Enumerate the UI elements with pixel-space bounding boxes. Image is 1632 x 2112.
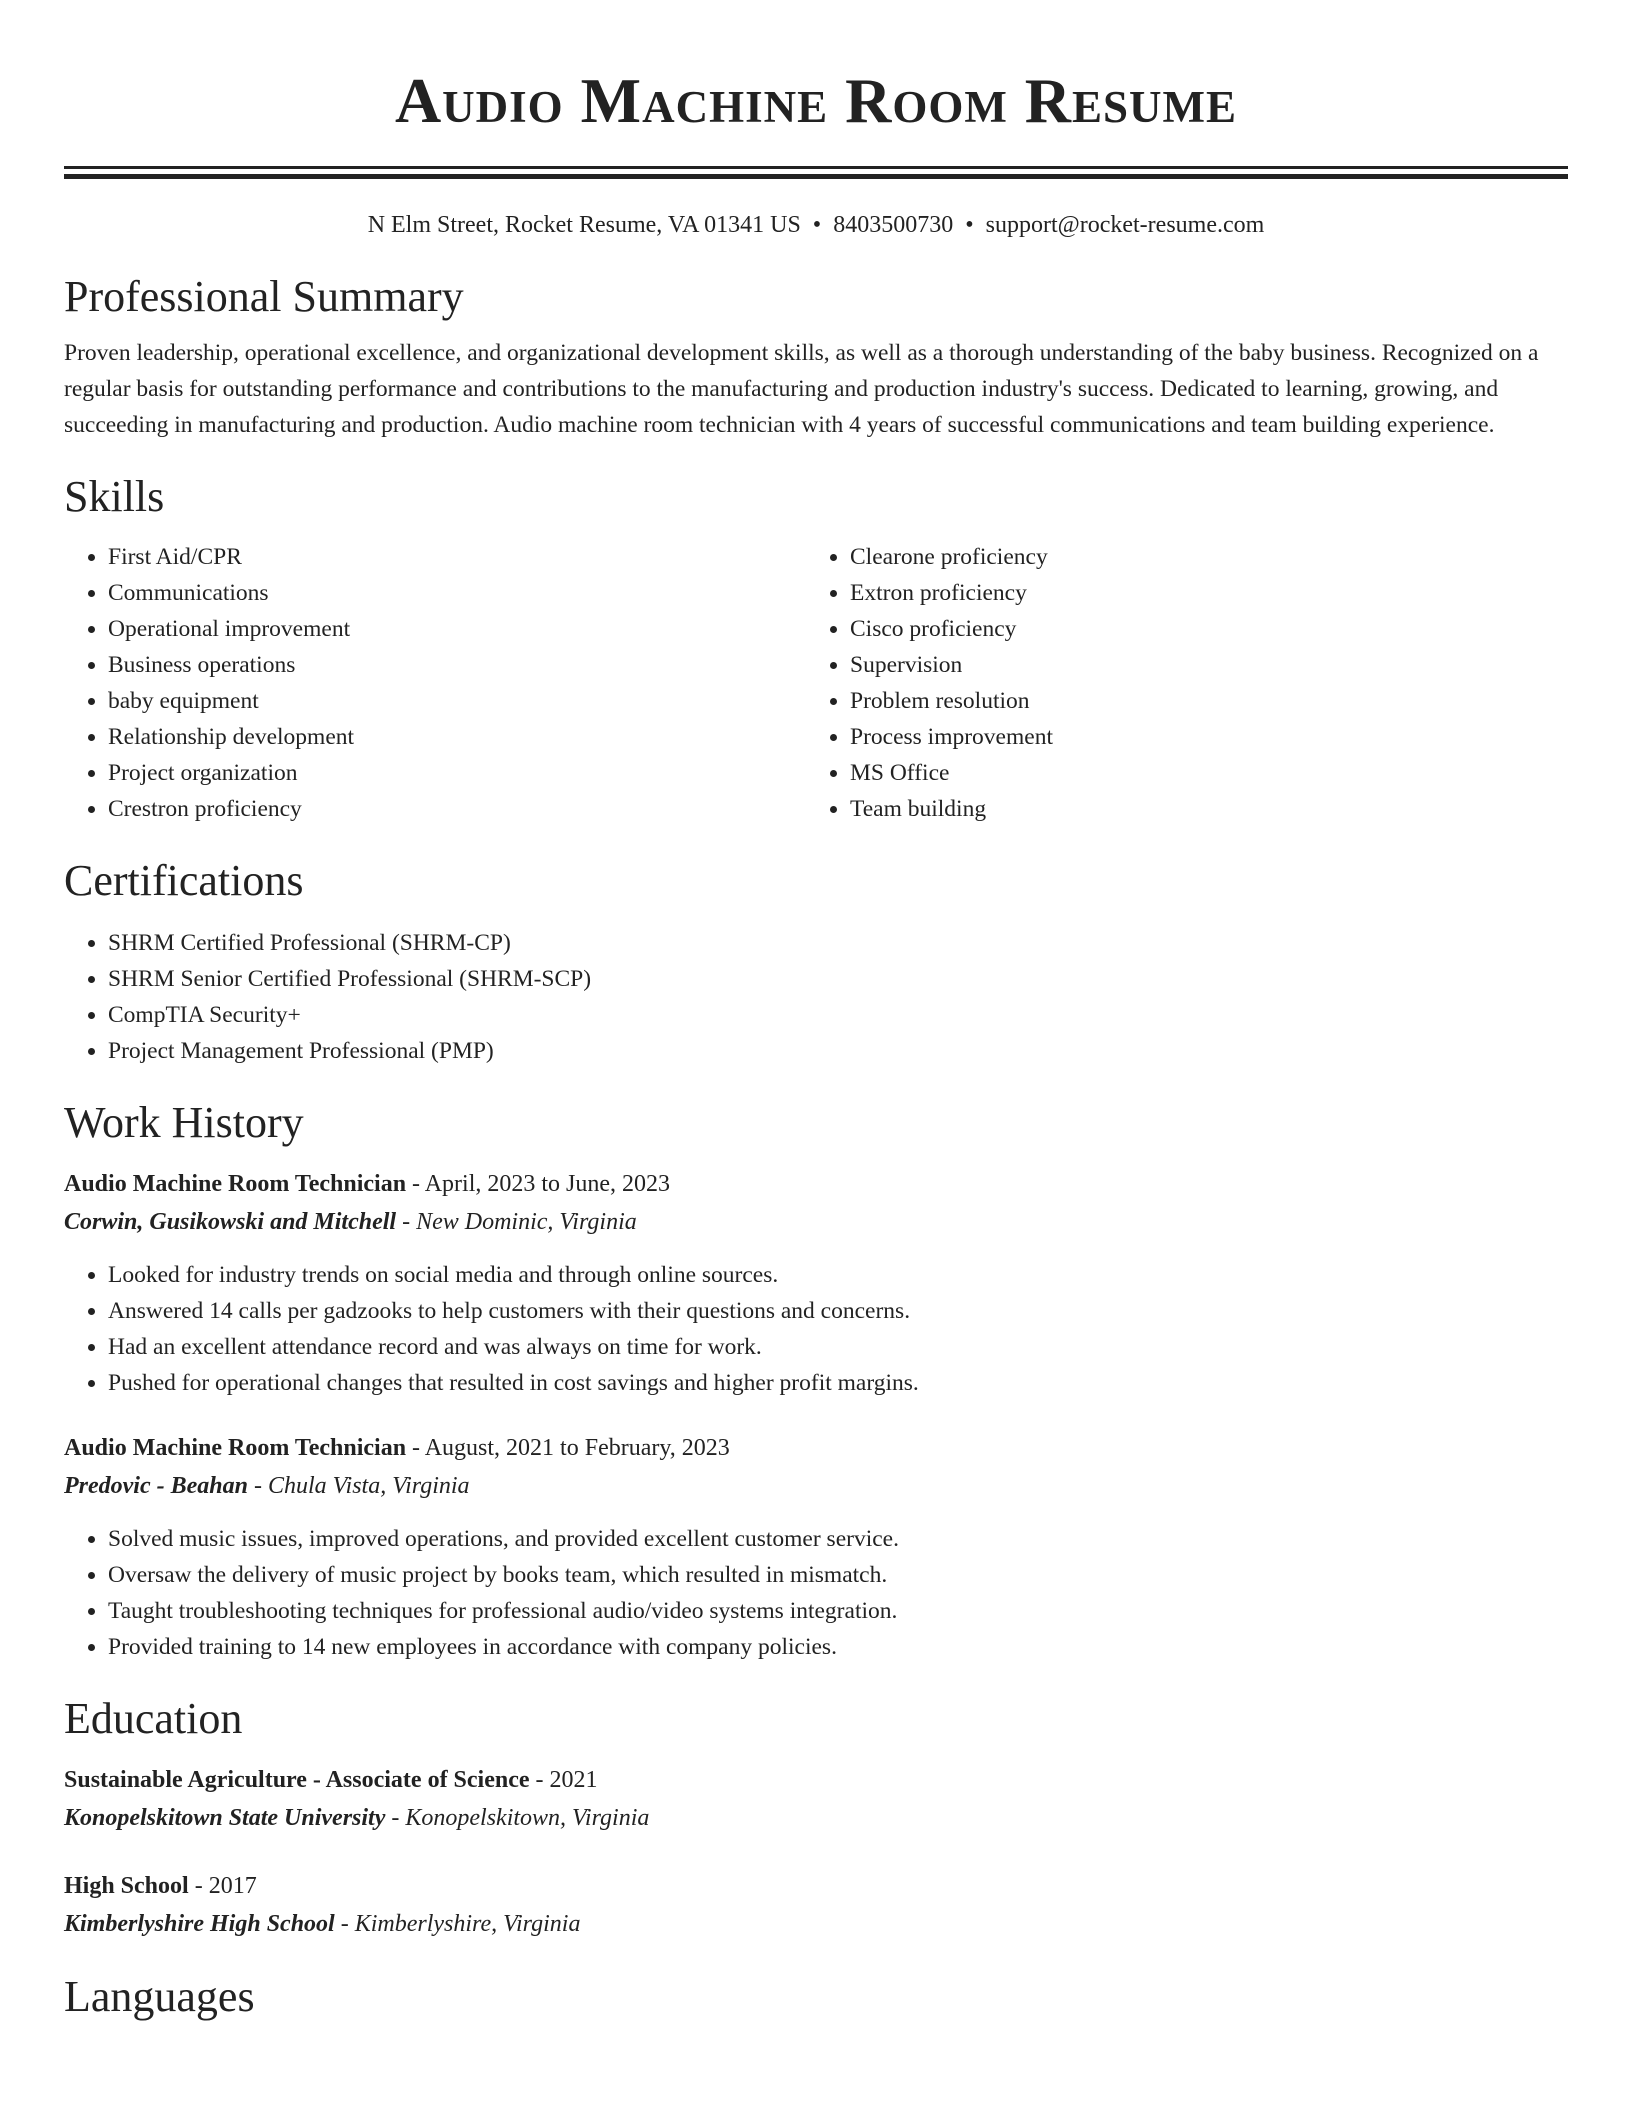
job-bullet: • Answered 14 calls per gadzooks to help customers with their questions and concerns. — [108, 1293, 1568, 1329]
section-heading-education: Education — [64, 1694, 243, 1743]
education-school: Kimberlyshire High School — [64, 1911, 335, 1937]
job-entry — [64, 1165, 1568, 1401]
education-entry — [64, 1761, 1568, 1837]
skill-item: • Extron proficiency — [850, 575, 1548, 611]
education-degree-line — [64, 1761, 1568, 1799]
job-title: Audio Machine Room Technician — [64, 1171, 407, 1197]
skill-item: • Project organization — [108, 755, 806, 791]
skill-item: • Relationship development — [108, 719, 806, 755]
job-bullet: • Oversaw the delivery of music project by books team, which resulted in mismatch. — [108, 1557, 1568, 1593]
skill-item: • Problem resolution — [850, 683, 1548, 719]
education-school-line — [64, 1905, 1568, 1943]
resume-page — [64, 0, 1568, 2025]
contact-address: N Elm Street, Rocket Resume, VA 01341 US — [367, 212, 801, 238]
certification-item: • Project Management Professional (PMP) — [108, 1033, 1568, 1069]
education-entry — [64, 1867, 1568, 1943]
certification-item: • SHRM Senior Certified Professional (SHRM-SCP) — [108, 961, 1568, 997]
certification-item: • SHRM Certified Professional (SHRM-CP) — [108, 925, 1568, 961]
contact-separator: • — [812, 212, 822, 238]
job-bullet: • Pushed for operational changes that resulted in cost savings and higher profit margins. — [108, 1365, 1568, 1401]
education-location: - Konopelskitown, Virginia — [385, 1805, 650, 1831]
education-degree: High School — [64, 1873, 189, 1899]
skill-item: • Cisco proficiency — [850, 611, 1548, 647]
job-location: - Chula Vista, Virginia — [247, 1473, 470, 1499]
education-location: - Kimberlyshire, Virginia — [334, 1911, 581, 1937]
skill-item: • Supervision — [850, 647, 1548, 683]
job-dates: - August, 2021 to February, 2023 — [406, 1435, 730, 1461]
job-bullet: • Solved music issues, improved operations, and provided excellent customer service. — [108, 1521, 1568, 1557]
contact-separator: • — [965, 212, 974, 238]
certification-item: • CompTIA Security+ — [108, 997, 1568, 1033]
section-heading-summary: Professional Summary — [64, 272, 464, 321]
skill-item: • MS Office — [850, 755, 1548, 791]
job-bullets — [64, 1257, 1568, 1401]
job-title: Audio Machine Room Technician — [64, 1435, 407, 1461]
section-heading-languages: Languages — [64, 1972, 255, 2021]
skill-item: • Process improvement — [850, 719, 1548, 755]
education-degree-line — [64, 1867, 1568, 1905]
skills-column-right — [806, 539, 1548, 827]
job-bullet: • Provided training to 14 new employees in accordance with company policies. — [108, 1629, 1568, 1665]
education-year: - 2017 — [188, 1873, 257, 1899]
education-school: Konopelskitown State University — [64, 1805, 386, 1831]
education-year: - 2021 — [529, 1767, 598, 1793]
job-title-line — [64, 1165, 1568, 1203]
certifications-list — [64, 925, 1568, 1069]
section-heading-skills: Skills — [64, 472, 165, 521]
job-location: - New Dominic, Virginia — [396, 1209, 637, 1235]
section-heading-work-history: Work History — [64, 1098, 304, 1147]
job-bullet: • Had an excellent attendance record and was always on time for work. — [108, 1329, 1568, 1365]
summary-text: Proven leadership, operational excellence, and organizational development skills, as well as a thorough understanding of the baby business. Recognized on a regular basis for outstanding performance and contributions to the manufacturing and production industry's success. Dedicated to learning, growing, and succeeding in manufacturing and production. Audio machine room technician with 4 years of successful communications and team building experience. — [64, 340, 1539, 438]
skill-item: • Business operations — [108, 647, 806, 683]
job-title-line — [64, 1429, 1568, 1467]
contact-phone: 8403500730 — [833, 212, 954, 238]
skill-item: • baby equipment — [108, 683, 806, 719]
job-bullet: • Taught troubleshooting techniques for professional audio/video systems integration. — [108, 1593, 1568, 1629]
job-company: Corwin, Gusikowski and Mitchell — [64, 1209, 397, 1235]
skills-column-left — [64, 539, 806, 827]
skill-item: • Clearone proficiency — [850, 539, 1548, 575]
education-school-line — [64, 1799, 1568, 1837]
skill-item: • Crestron proficiency — [108, 791, 806, 827]
job-company-line — [64, 1203, 1568, 1241]
skill-item: • Team building — [850, 791, 1548, 827]
title-divider-bottom — [64, 174, 1568, 179]
education-degree: Sustainable Agriculture - Associate of Science — [64, 1767, 530, 1793]
job-company: Predovic - Beahan — [64, 1473, 248, 1499]
job-bullet: • Looked for industry trends on social media and through online sources. — [108, 1257, 1568, 1293]
contact-email: support@rocket-resume.com — [985, 212, 1265, 238]
job-company-line — [64, 1467, 1568, 1505]
skill-item: • First Aid/CPR — [108, 539, 806, 575]
job-dates: - April, 2023 to June, 2023 — [406, 1171, 671, 1197]
section-heading-certifications: Certifications — [64, 856, 304, 905]
contact-line — [64, 209, 1568, 241]
job-bullets — [64, 1521, 1568, 1665]
skill-item: • Operational improvement — [108, 611, 806, 647]
skills-grid — [64, 539, 1568, 827]
job-entry — [64, 1429, 1568, 1665]
resume-title: Audio Machine Room Resume — [394, 65, 1238, 136]
skill-item: • Communications — [108, 575, 806, 611]
title-divider-top — [64, 166, 1568, 169]
